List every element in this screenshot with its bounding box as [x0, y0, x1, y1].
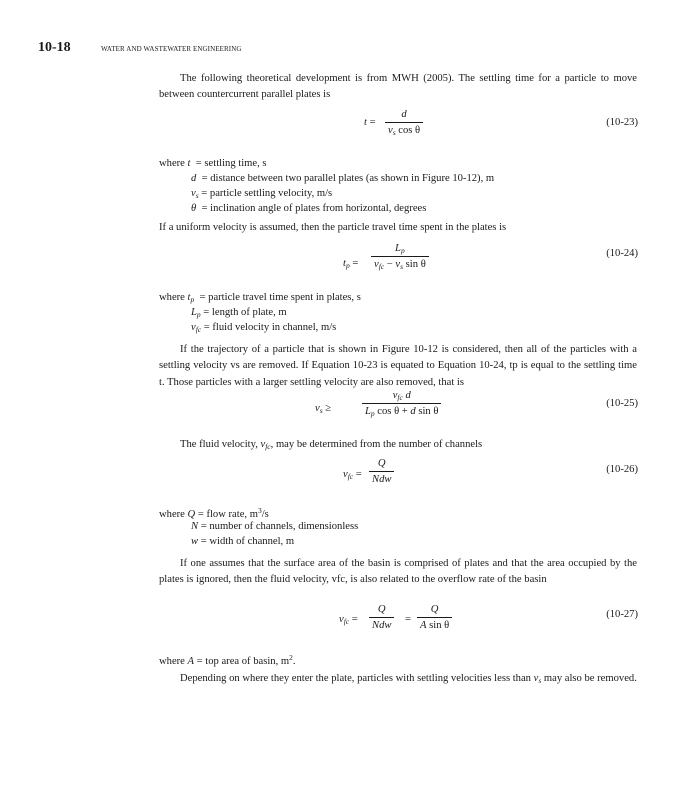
eq-10-27-numerator-1: Q: [377, 604, 386, 615]
eq-10-26-number: (10-26): [606, 464, 638, 475]
eq-10-25-denominator: $L_p$ cos θ + d sin θ: [365, 406, 439, 418]
where-row: $v_s$ = particle settling velocity, m/s: [191, 188, 333, 200]
eq-10-27-fraction-1: [369, 603, 394, 634]
eq-10-27-denominator-2: A sin θ: [420, 620, 450, 631]
eq-10-27-denominator-1: Ndw: [372, 620, 392, 631]
paragraph-fluid-velocity: The fluid velocity, $v_{fc}$, may be determined from the number of channels: [180, 439, 483, 451]
eq-10-27-number: (10-27): [606, 609, 638, 620]
paragraph-intro: The following theoretical development is from MWH (2005). The settling time for a particle to move between countercurrent parallel plates is: [159, 73, 637, 101]
paragraph-depending: Depending on where they enter the plate, particles with settling velocities less than $v_s$ may also be removed.: [180, 673, 637, 685]
paragraph-uniform-velocity: If a uniform velocity is assumed, then the particle travel time spent in the plates is: [159, 222, 507, 233]
eq-10-23-lhs: t =: [364, 117, 376, 128]
paragraph-top-area: where A = top area of basin, $m^2$.: [159, 653, 296, 667]
paragraph-trajectory: If the trajectory of a particle that is shown in Figure 10-12 is considered, then all of the particles with a settling velocity vs are removed. If Equation 10-23 is equated to Equation 10-24, tp is equal to the settling time t. Those particles with a larger settling velocity are also removed, that is: [159, 344, 637, 388]
eq-10-25-numerator: $v_{fc}$ d: [392, 390, 411, 402]
eq-10-23-numerator: d: [401, 109, 407, 120]
eq-10-24-lhs: $t_p$ =: [343, 258, 359, 270]
eq-10-27-equals: =: [405, 614, 411, 625]
eq-10-24-numerator: $L_p$: [395, 243, 405, 255]
eq-10-26-fraction: [369, 457, 394, 488]
where-row: where Q = flow rate, $m^3/s$: [159, 506, 269, 520]
where-row: d = distance between two parallel plates (as shown in Figure 10-12), m: [191, 173, 495, 184]
eq-10-24-denominator: $v_{fc} - v_s$ sin θ: [374, 259, 426, 271]
eq-10-26-numerator: Q: [377, 458, 386, 469]
where-row: N = number of channels, dimensionless: [191, 521, 359, 532]
eq-10-26-lhs: $v_{fc}$ =: [343, 469, 362, 481]
where-row: θ = inclination angle of plates from horizontal, degrees: [191, 203, 427, 214]
running-title: WATER AND WASTEWATER ENGINEERING: [101, 45, 242, 53]
where-row: where t = settling time, s: [159, 158, 267, 169]
where-row: where $t_p$ = particle travel time spent in plates, s: [159, 292, 361, 304]
paragraph-surface-area: If one assumes that the surface area of the basin is comprised of plates and that the area occupied by the plates is ignored, then the fluid velocity, vfc, is also related to the overflow rate of the basin: [159, 558, 637, 586]
eq-10-27-numerator-2: Q: [430, 604, 439, 615]
eq-10-23-number: (10-23): [606, 117, 638, 128]
eq-10-25-number: (10-25): [606, 398, 638, 409]
eq-10-27-lhs: $v_{fc}$ =: [339, 614, 358, 626]
where-row: w = width of channel, m: [191, 536, 295, 547]
where-row: $v_{fc}$ = fluid velocity in channel, m/s: [191, 322, 337, 334]
eq-10-26-denominator: Ndw: [372, 474, 392, 485]
eq-10-25-lhs: $v_s$ ≥: [315, 403, 332, 415]
page-number: 10-18: [38, 40, 71, 55]
where-row: $L_p$ = length of plate, m: [191, 307, 287, 319]
eq-10-23-denominator: $v_s$ cos θ: [388, 125, 421, 137]
eq-10-25-fraction: [362, 389, 441, 420]
eq-10-24-number: (10-24): [606, 248, 638, 259]
eq-10-23-fraction: [385, 108, 423, 139]
eq-10-24-fraction: [371, 242, 429, 273]
eq-10-27-fraction-2: [417, 603, 452, 634]
